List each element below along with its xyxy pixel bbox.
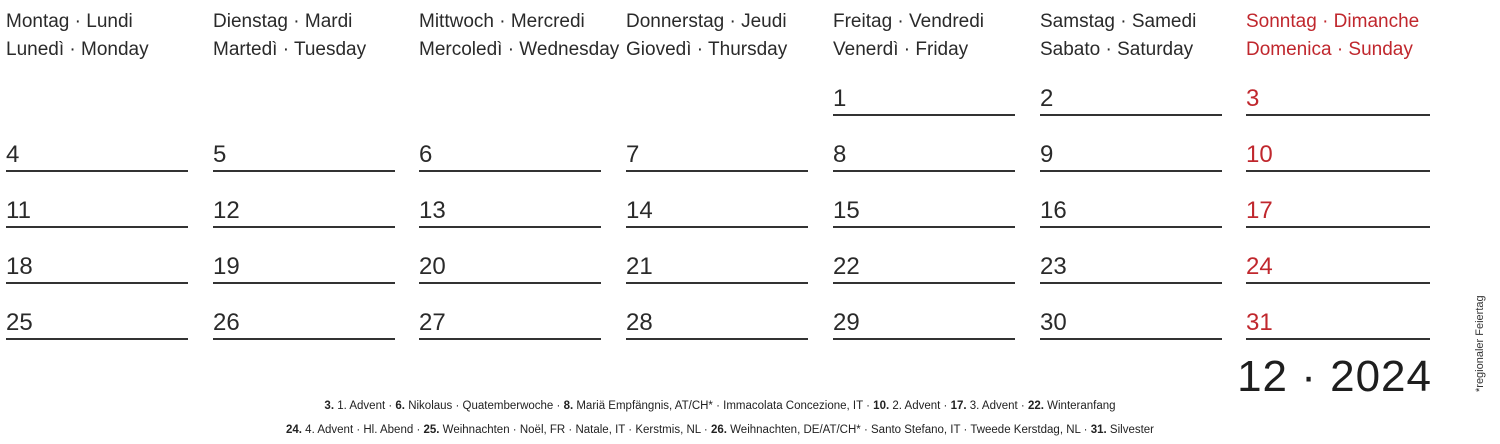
day-number: 25 <box>6 309 33 336</box>
note-date: 25. <box>423 424 440 436</box>
weekday-name-line-1: Dienstag · Mardi <box>213 11 353 32</box>
day-number: 4 <box>6 141 20 168</box>
holiday-notes-line-1 <box>0 400 1440 412</box>
day-cell <box>1040 252 1222 284</box>
weekday-name-line-1: Donnerstag · Jeudi <box>626 11 787 32</box>
day-cell <box>6 308 188 340</box>
note-text: 4. Advent <box>301 424 354 436</box>
day-number: 17 <box>1246 197 1273 224</box>
weekday-header <box>1246 8 1419 64</box>
note-separator: · <box>565 424 576 436</box>
weekday-name-line-1: Mittwoch · Mercredi <box>419 11 585 32</box>
day-cell <box>1246 196 1430 228</box>
month-year-label: 12 · 2024 <box>1237 352 1432 401</box>
day-number: 18 <box>6 253 33 280</box>
note-text: Natale, IT <box>575 424 626 436</box>
day-number: 15 <box>833 197 860 224</box>
day-cell <box>213 140 395 172</box>
day-number: 2 <box>1040 85 1054 112</box>
note-date: 3. <box>324 400 335 412</box>
weekday-name-line-1: Samstag · Samedi <box>1040 11 1197 32</box>
note-separator: · <box>960 424 971 436</box>
day-number: 28 <box>626 309 653 336</box>
day-cell <box>1246 84 1430 116</box>
day-cell <box>213 308 395 340</box>
note-text: Nikolaus <box>405 400 453 412</box>
day-number: 10 <box>1246 141 1273 168</box>
note-separator: · <box>452 400 463 412</box>
weekday-header <box>213 8 366 64</box>
weekday-header <box>419 8 619 64</box>
day-number: 31 <box>1246 309 1273 336</box>
weekday-name-line-2: Mercoledì · Wednesday <box>419 39 620 60</box>
day-number: 21 <box>626 253 653 280</box>
day-number: 14 <box>626 197 653 224</box>
weekday-name-line-1: Sonntag · Dimanche <box>1246 11 1420 32</box>
weekday-name-line-2: Lunedì · Monday <box>6 39 149 60</box>
note-separator: · <box>862 400 874 412</box>
day-cell <box>1040 196 1222 228</box>
day-number: 26 <box>213 309 240 336</box>
note-separator: · <box>700 424 711 436</box>
note-separator: · <box>712 400 724 412</box>
note-text: Mariä Empfängnis, AT/CH* <box>573 400 713 412</box>
note-text: Silvester <box>1106 424 1155 436</box>
day-cell <box>6 140 188 172</box>
day-number: 19 <box>213 253 240 280</box>
day-number: 16 <box>1040 197 1067 224</box>
day-number: 11 <box>6 197 31 224</box>
day-number: 23 <box>1040 253 1067 280</box>
note-separator: · <box>353 424 364 436</box>
day-cell <box>1040 308 1222 340</box>
day-cell <box>1246 140 1430 172</box>
day-cell <box>1040 140 1222 172</box>
day-number: 5 <box>213 141 227 168</box>
day-number: 1 <box>833 85 847 112</box>
day-number: 6 <box>419 141 433 168</box>
note-date: 10. <box>873 400 890 412</box>
day-number: 7 <box>626 141 640 168</box>
day-cell <box>626 252 808 284</box>
note-text: 3. Advent <box>966 400 1018 412</box>
note-separator: · <box>553 400 564 412</box>
note-text: Noël, FR <box>519 424 566 436</box>
day-cell <box>6 196 188 228</box>
note-text: 2. Advent <box>889 400 941 412</box>
note-separator: · <box>385 400 396 412</box>
note-text: Hl. Abend <box>363 424 414 436</box>
note-date: 6. <box>395 400 405 412</box>
weekday-name-line-2: Martedì · Tuesday <box>213 39 367 60</box>
note-text: Immacolata Concezione, IT <box>723 400 863 412</box>
day-number: 9 <box>1040 141 1054 168</box>
day-cell <box>1246 252 1430 284</box>
note-separator: · <box>860 424 871 436</box>
note-text: Tweede Kerstdag, NL <box>970 424 1081 436</box>
day-number: 8 <box>833 141 847 168</box>
day-cell <box>419 252 601 284</box>
holiday-notes-line-2 <box>0 424 1440 436</box>
note-separator: · <box>1017 400 1028 412</box>
day-cell <box>1040 84 1222 116</box>
note-date: 24. <box>285 424 302 436</box>
day-number: 22 <box>833 253 860 280</box>
note-text: Weihnachten, DE/AT/CH* <box>726 424 861 436</box>
weekday-name-line-2: Venerdì · Friday <box>833 39 969 60</box>
note-separator: · <box>625 424 636 436</box>
note-text: Quatemberwoche <box>462 400 554 412</box>
day-number: 12 <box>213 197 240 224</box>
day-cell <box>833 196 1015 228</box>
day-cell <box>833 140 1015 172</box>
day-cell <box>833 308 1015 340</box>
note-separator: · <box>1080 424 1091 436</box>
note-date: 22. <box>1027 400 1044 412</box>
note-text: Weihnachten <box>439 424 510 436</box>
regional-holiday-footnote: *regionaler Feiertag <box>1474 295 1486 392</box>
weekday-name-line-2: Sabato · Saturday <box>1040 39 1194 60</box>
note-separator: · <box>940 400 951 412</box>
day-cell <box>1246 308 1430 340</box>
day-cell <box>6 252 188 284</box>
day-number: 3 <box>1246 85 1260 112</box>
day-cell <box>833 252 1015 284</box>
note-date: 8. <box>563 400 574 412</box>
note-text: Winteranfang <box>1043 400 1116 412</box>
day-cell <box>626 196 808 228</box>
note-text: 1. Advent <box>334 400 386 412</box>
day-number: 29 <box>833 309 860 336</box>
day-cell <box>419 196 601 228</box>
day-cell <box>626 308 808 340</box>
day-number: 30 <box>1040 309 1067 336</box>
weekday-header <box>1040 8 1196 64</box>
day-number: 13 <box>419 197 446 224</box>
note-text: Santo Stefano, IT <box>871 424 961 436</box>
note-separator: · <box>509 424 520 436</box>
note-separator: · <box>413 424 424 436</box>
note-date: 26. <box>710 424 727 436</box>
day-cell <box>626 140 808 172</box>
weekday-header <box>6 8 149 64</box>
weekday-header <box>833 8 984 64</box>
weekday-name-line-2: Domenica · Sunday <box>1246 39 1413 60</box>
day-cell <box>213 252 395 284</box>
day-number: 24 <box>1246 253 1273 280</box>
day-cell <box>419 308 601 340</box>
day-cell <box>833 84 1015 116</box>
note-date: 31. <box>1090 424 1107 436</box>
note-date: 17. <box>950 400 967 412</box>
weekday-header <box>626 8 787 64</box>
note-text: Kerstmis, NL <box>635 424 701 436</box>
day-cell <box>213 196 395 228</box>
weekday-name-line-2: Giovedì · Thursday <box>626 39 788 60</box>
day-cell <box>419 140 601 172</box>
weekday-name-line-1: Freitag · Vendredi <box>833 11 985 32</box>
day-number: 27 <box>419 309 446 336</box>
day-number: 20 <box>419 253 446 280</box>
weekday-name-line-1: Montag · Lundi <box>6 11 133 32</box>
